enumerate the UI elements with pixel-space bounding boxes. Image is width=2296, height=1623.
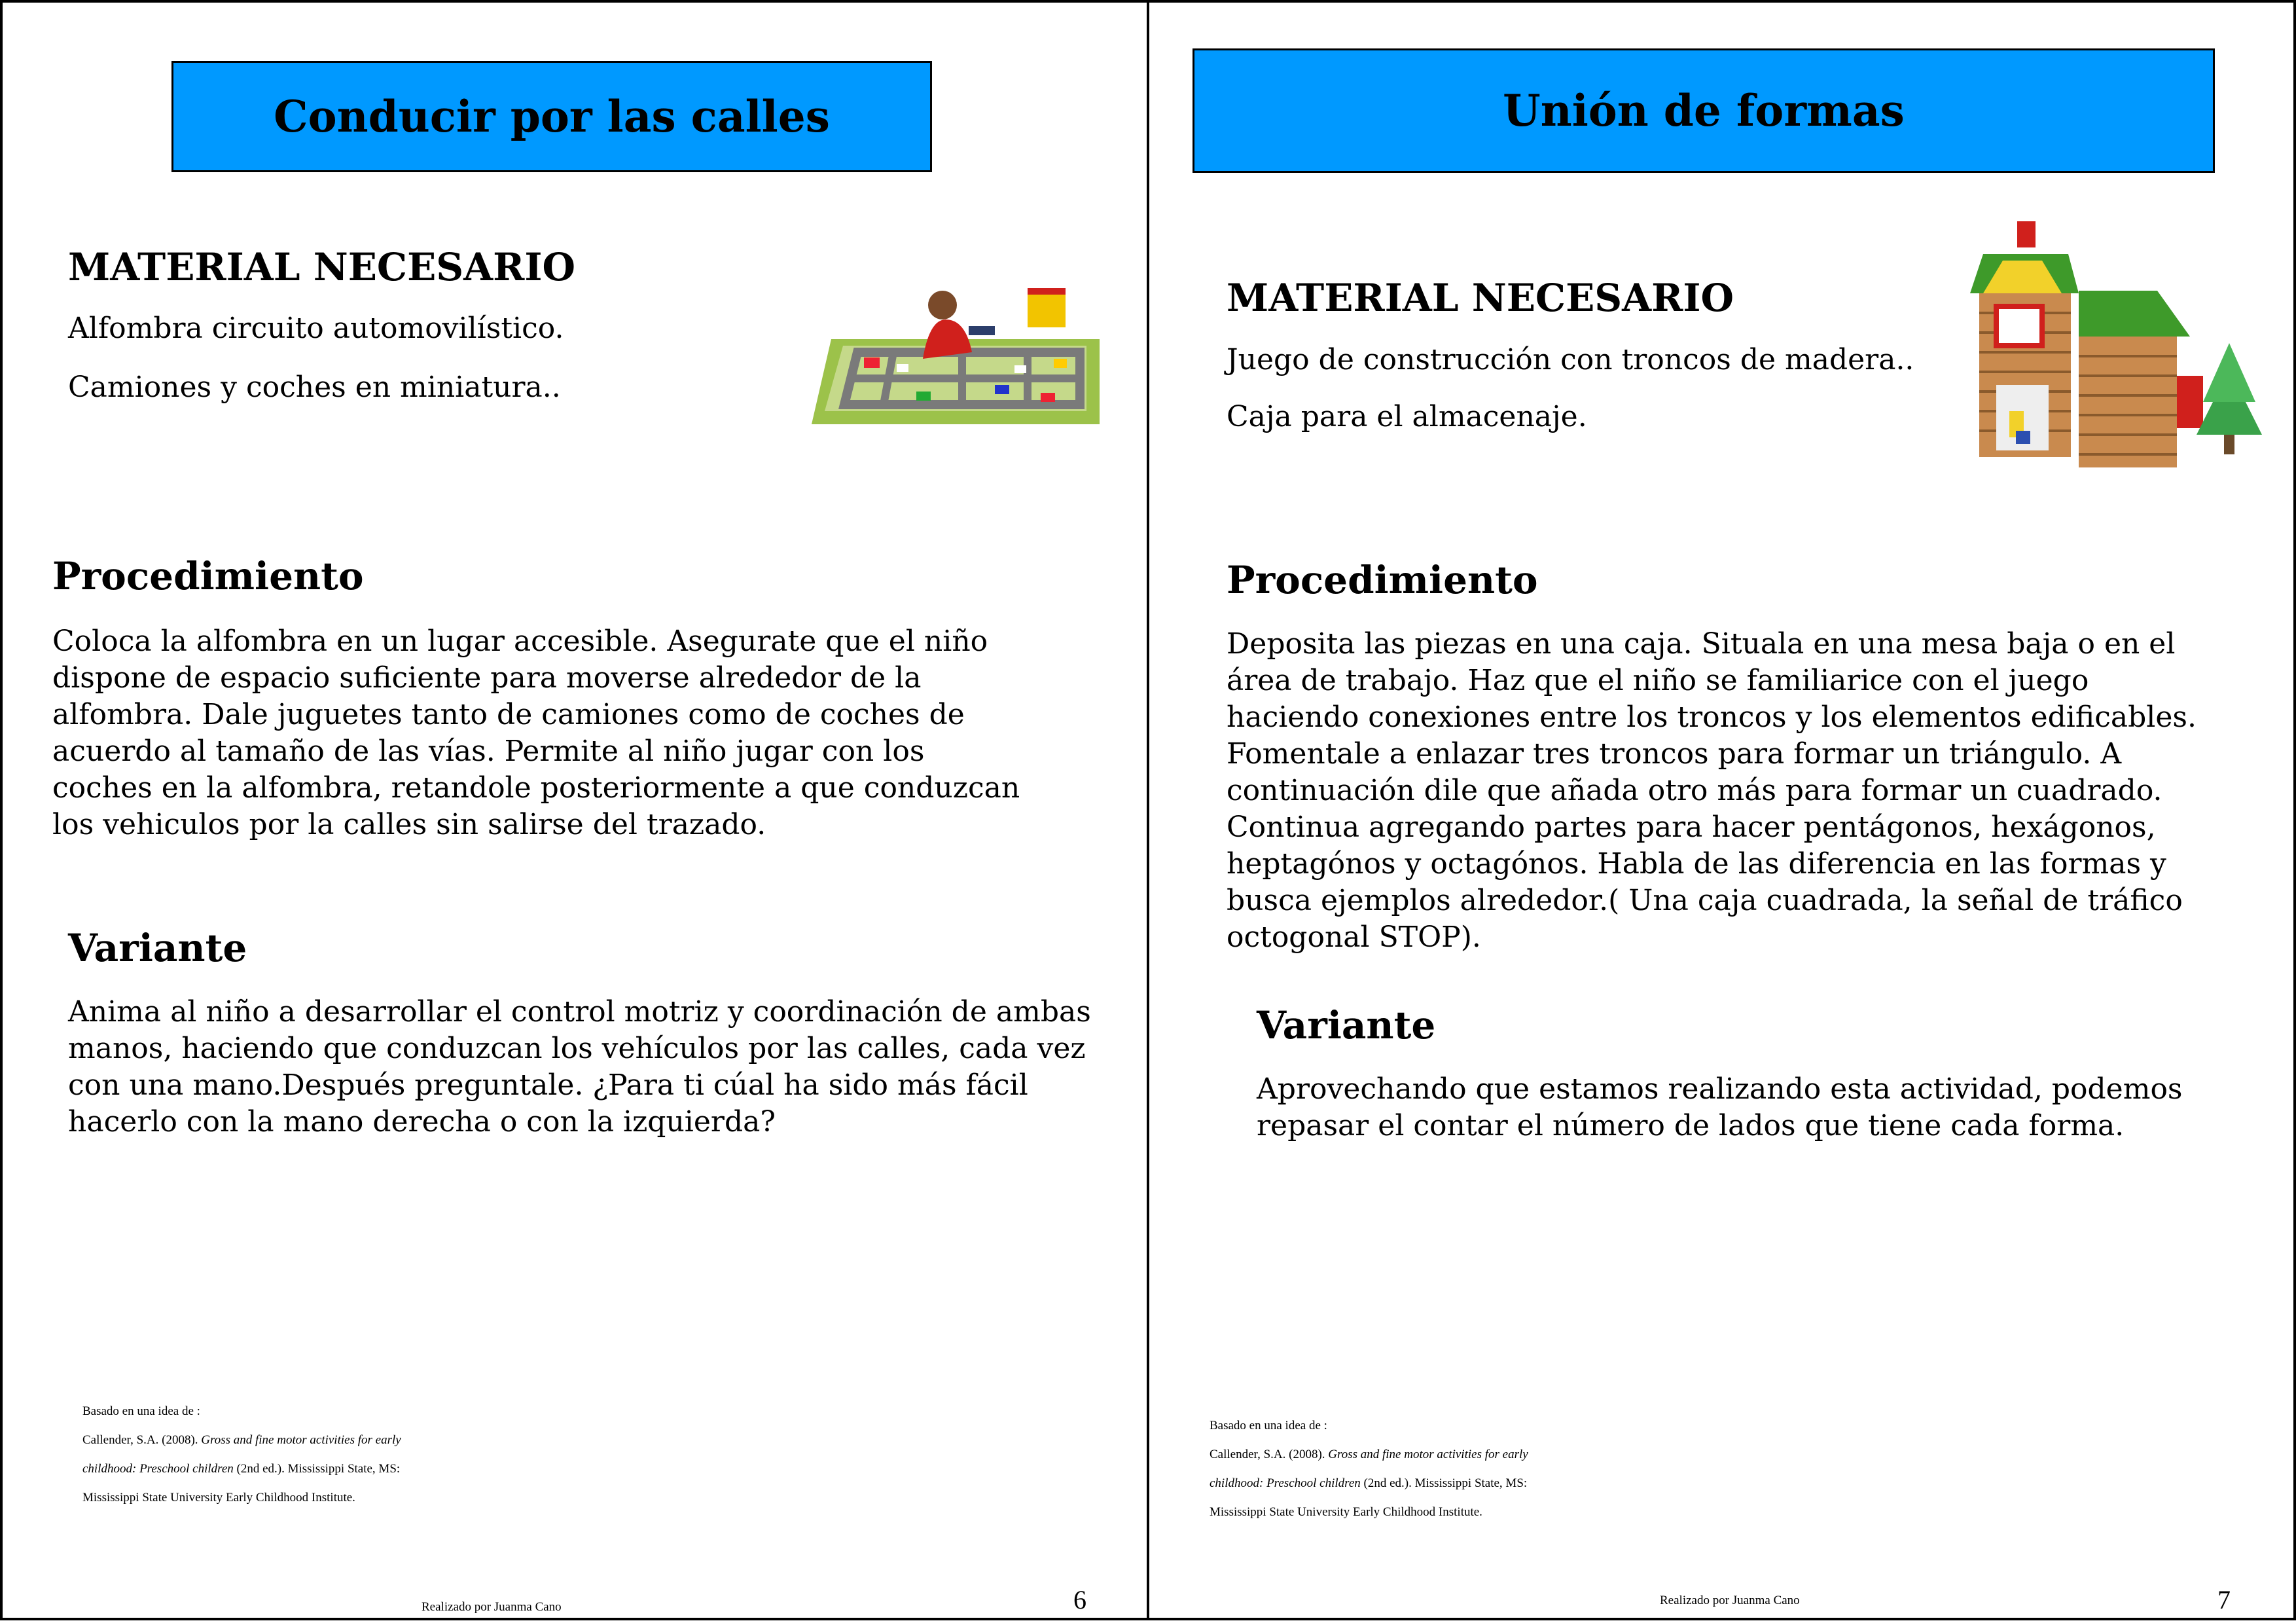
material-item: Camiones y coches en miniatura.. [68, 371, 561, 404]
material-heading: MATERIAL NECESARIO [68, 245, 576, 289]
activity-title: Conducir por las calles [171, 61, 932, 172]
reference-intro: Basado en una idea de : [82, 1404, 200, 1418]
material-item: Alfombra circuito automovilístico. [68, 312, 564, 345]
procedure-heading: Procedimiento [52, 554, 364, 598]
road-carpet-photo [805, 280, 1105, 426]
reference-title-cont: childhood: Preschool children [1210, 1476, 1361, 1490]
reference-title: Gross and fine motor activities for early [1328, 1448, 1528, 1461]
variant-heading: Variante [1257, 1003, 1436, 1048]
reference-intro: Basado en una idea de : [1210, 1419, 1327, 1432]
reference-publisher: Mississippi State University Early Childhood Institute. [1210, 1505, 1482, 1519]
reference-title-cont: childhood: Preschool children [82, 1462, 234, 1476]
variant-text: Anima al niño a desarrollar el control motriz y coordinación de ambas manos, haciendo que conduzcan los vehículos por las calles, cada vez con una mano.Después preguntale. ¿Para ti cúal ha sido más fácil hacerlo con la mano derecha o con la izquierda? [68, 995, 1091, 1139]
page-7 [1147, 0, 2296, 1620]
reference-author: Callender, S.A. (2008). [1210, 1448, 1329, 1461]
material-heading: MATERIAL NECESARIO [1227, 276, 1734, 320]
procedure-heading: Procedimiento [1227, 558, 1538, 602]
variant-text: Aprovechando que estamos realizando esta actividad, podemos repasar el contar el número de lados que tiene cada forma. [1257, 1072, 2183, 1142]
page-6 [0, 0, 1149, 1620]
procedure-text: Deposita las piezas en una caja. Situala en una mesa baja o en el área de trabajo. Haz que el niño se familiarice con el juego haciendo conexiones entre los troncos y los elementos edificables. Fomentale a enlazar tres troncos para formar un triángulo. A continuación dile que añada otro más para formar un cuadrado. Continua agregando partes para hacer pentágonos, hexágonos, heptagónos y octagónos. Habla de las diferencia en las formas y busca ejemplos alrededor.( Una caja cuadrada, la señal de tráfico octogonal STOP). [1227, 627, 2197, 954]
footer-credit: Realizado por Juanma Cano [1660, 1594, 1800, 1607]
reference-title: Gross and fine motor activities for early [201, 1433, 401, 1447]
material-item: Juego de construcción con troncos de madera.. [1227, 343, 1914, 376]
reference [1210, 1412, 1528, 1527]
procedure-text: Coloca la alfombra en un lugar accesible. Asegurate que el niño dispone de espacio suficiente para moverse alrededor de la alfombra. Dale juguetes tanto de camiones como de coches de acuerdo al tamaño de las vías. Permite al niño jugar con los coches en la alfombra, retandole posteriormente a que conduzcan los vehiculos por la calles sin salirse del trazado. [52, 625, 1020, 841]
reference-edition: (2nd ed.). Mississippi State, MS: [233, 1462, 401, 1476]
page-number: 7 [2217, 1585, 2231, 1614]
page-number: 6 [1073, 1585, 1086, 1614]
log-house-photo-side [2079, 278, 2272, 474]
log-house-photo-art [1970, 221, 2079, 464]
reference-publisher: Mississippi State University Early Childhood Institute. [82, 1491, 355, 1504]
reference [82, 1397, 401, 1512]
activity-title: Unión de formas [1193, 48, 2215, 173]
material-item: Caja para el almacenaje. [1227, 400, 1587, 433]
footer-credit: Realizado por Juanma Cano [422, 1600, 562, 1614]
reference-edition: (2nd ed.). Mississippi State, MS: [1360, 1476, 1528, 1490]
variant-heading: Variante [68, 926, 247, 970]
reference-author: Callender, S.A. (2008). [82, 1433, 202, 1447]
